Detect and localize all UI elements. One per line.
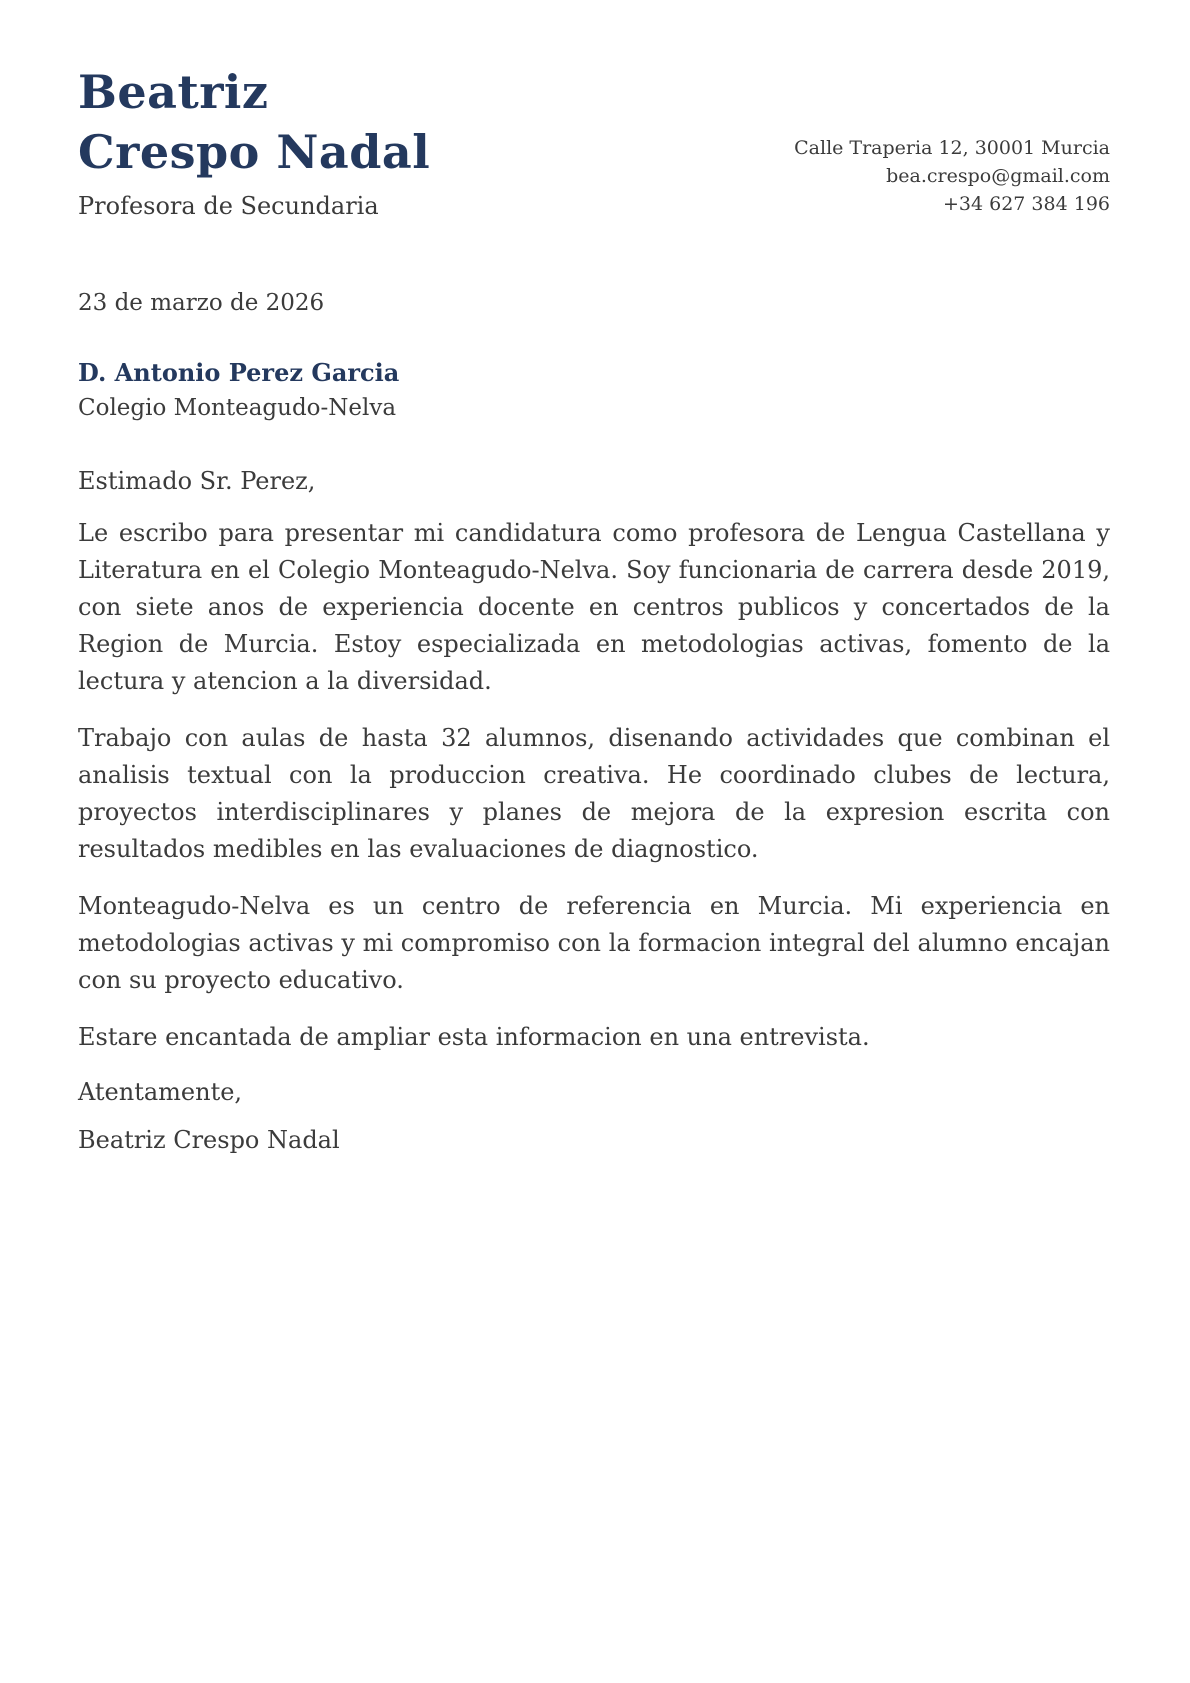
body-paragraph-1: Le escribo para presentar mi candidatura como profesora de Lengua Castellana y Literatura en el Colegio Monteagudo-Nelva. Soy funcionaria de carrera desde 2019, con siete anos de experiencia docente en centros publicos y concertados de la Region de Murcia. Estoy especializada en metodologias activas, fomento de la lectura y atencion a la diversidad. <box>78 519 1110 695</box>
sender-name-line-2: Crespo Nadal <box>78 125 431 179</box>
salutation: Estimado Sr. Perez, <box>78 467 316 495</box>
letter-header <box>78 62 1110 220</box>
sender-name-line-1: Beatriz <box>78 65 269 119</box>
signature-name: Beatriz Crespo Nadal <box>78 1126 340 1154</box>
closing-line: Atentamente, <box>78 1078 243 1106</box>
sender-address: Calle Traperia 12, 30001 Murcia <box>794 137 1110 159</box>
body-paragraph-2: Trabajo con aulas de hasta 32 alumnos, disenando actividades que combinan el analisis textual con la produccion creativa. He coordinado clubes de lectura, proyectos interdisciplinares y planes de mejora de la expresion escrita con resultados medibles en las evaluaciones de diagnostico. <box>78 724 1110 863</box>
recipient-name: D. Antonio Perez Garcia <box>78 358 400 387</box>
sender-phone: +34 627 384 196 <box>942 193 1110 215</box>
body-paragraph-3: Monteagudo-Nelva es un centro de referencia en Murcia. Mi experiencia en metodologias activas y mi compromiso con la formacion integral del alumno encajan con su proyecto educativo. <box>78 892 1110 994</box>
sender-identity <box>78 62 430 220</box>
sender-contact-block <box>794 134 1110 220</box>
body-paragraph-4: Estare encantada de ampliar esta informacion en una entrevista. <box>78 1023 870 1051</box>
letter-date: 23 de marzo de 2026 <box>78 290 325 316</box>
sender-job-title: Profesora de Secundaria <box>78 192 379 220</box>
recipient-organization: Colegio Monteagudo-Nelva <box>78 395 397 421</box>
sender-email: bea.crespo@gmail.com <box>886 165 1110 187</box>
